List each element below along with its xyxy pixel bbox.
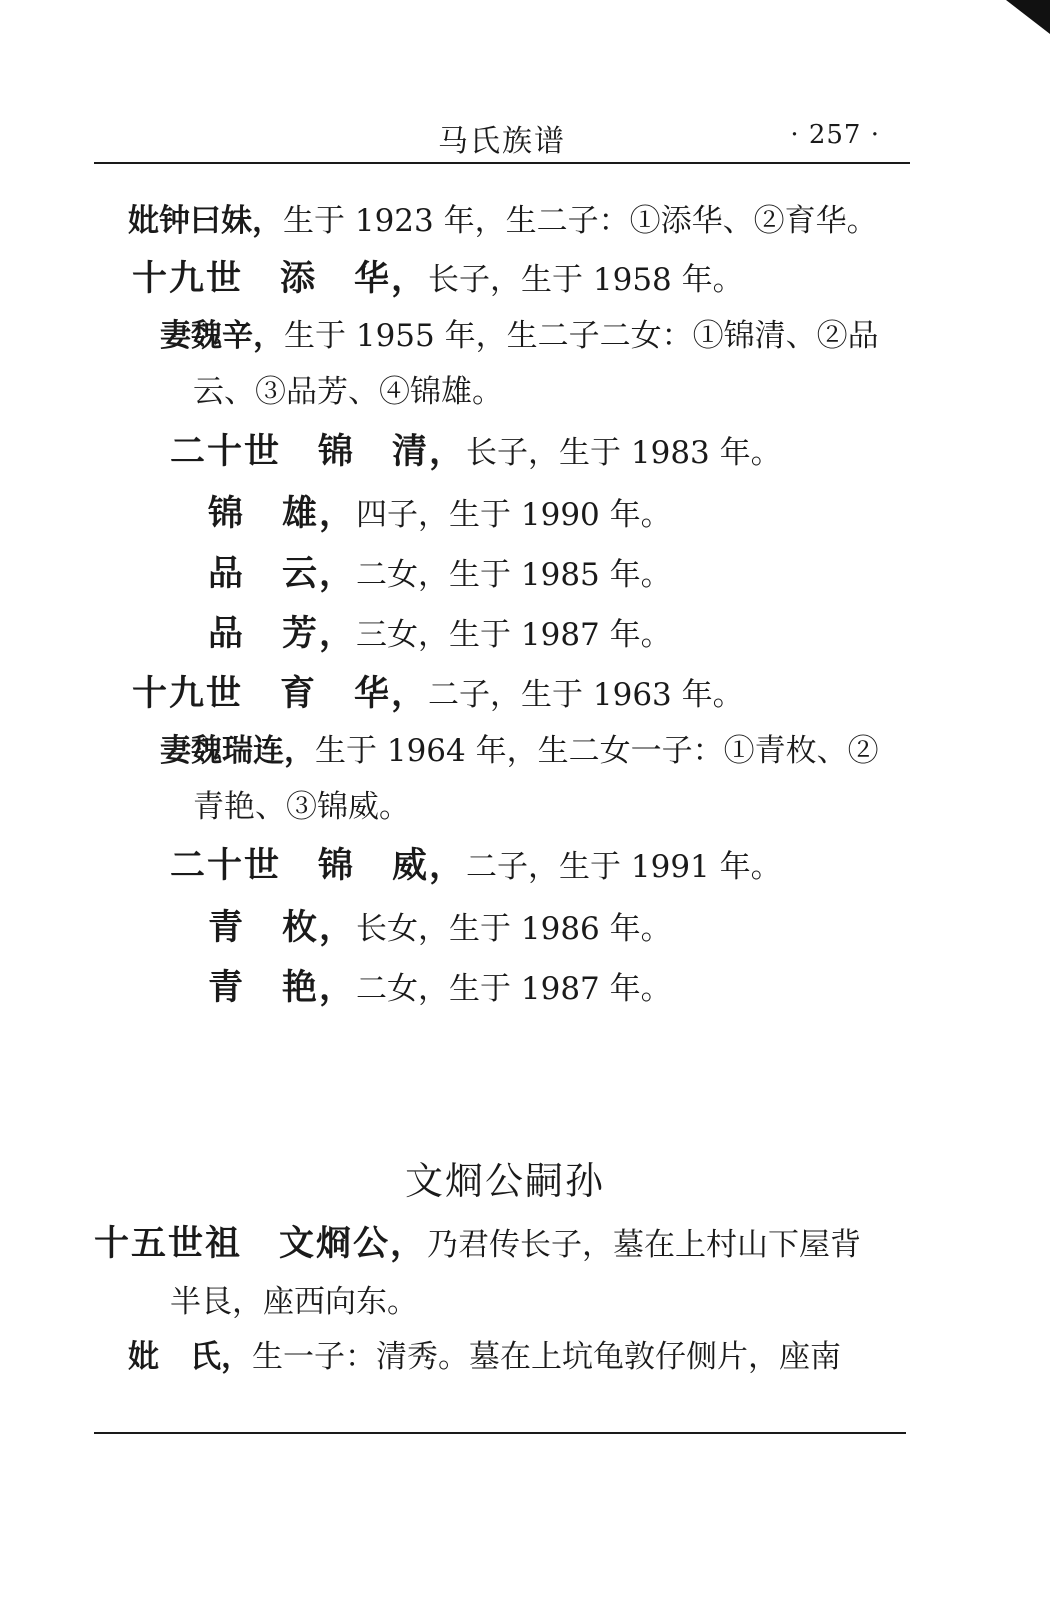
entry-text: 生于 1955 年，生二子二女：①锦清、②品 [284,318,879,354]
entry-text: 四子，生于 1990 年。 [356,497,672,533]
entry-text: 三女，生于 1987 年。 [356,617,672,653]
entry-line [208,486,672,536]
entry-name: 青 枚， [208,908,357,948]
header-title: 马氏族谱 [438,124,566,159]
entry-line [193,366,503,411]
entry-name: 锦 雄， [208,494,357,534]
entry-line [132,251,744,301]
section-title: 文烱公嗣孙 [404,1159,605,1203]
entry-line [128,1331,841,1376]
entry-text: 长女，生于 1986 年。 [356,911,672,947]
entry-text: 生一子：清秀。墓在上坑龟敦仔侧片，座南 [252,1339,841,1375]
entry-line [170,838,782,888]
entry-line [208,900,672,950]
entry-name: 二十世 锦 清， [170,432,467,472]
page-number: · 257 · [790,120,880,150]
entry-line [160,725,879,770]
header-rule [94,162,910,164]
entry-line [208,546,672,596]
entry-text: 青艳、③锦威。 [193,789,410,825]
entry-name: 二十世 锦 威， [170,846,467,886]
entry-name: 十九世 添 华， [132,259,429,299]
entry-text: 二子，生于 1991 年。 [466,849,782,885]
entry-text: 半艮，座西向东。 [170,1284,418,1320]
entry-line [170,424,782,474]
entry-name: 品 芳， [208,614,357,654]
entry-text: 云、③品芳、④锦雄。 [193,374,503,410]
entry-line [208,606,672,656]
entry-text: 乃君传长子，墓在上村山下屋背 [427,1227,862,1263]
scan-corner-mark [1006,0,1050,34]
entry-line [132,666,744,716]
entry-text: 二女，生于 1985 年。 [356,557,672,593]
entry-name: 品 云， [208,554,357,594]
entry-text: 生于 1964 年，生二女一子：①青枚、② [315,733,879,769]
entry-name: 青 艳， [208,968,357,1008]
entry-name: 十五世祖 文烱公， [94,1224,428,1264]
entry-name: 十九世 育 华， [132,674,429,714]
page-header [94,108,910,160]
entry-name: 妻魏瑞连， [160,733,315,769]
entry-text: 长子，生于 1958 年。 [428,262,744,298]
entry-line [160,310,879,355]
entry-line [128,195,878,240]
footer-rule [94,1432,906,1434]
entry-text: 生于 1923 年，生二子：①添华、②育华。 [283,203,878,239]
entry-name: 妣 氏， [128,1339,252,1375]
entry-text: 二子，生于 1963 年。 [428,677,744,713]
entry-line [94,1216,861,1266]
entry-name: 妣钟曰妹， [128,203,283,239]
entry-line [193,781,410,826]
entry-line [170,1276,418,1321]
entry-line [208,960,672,1010]
entry-text: 二女，生于 1987 年。 [356,971,672,1007]
entry-name: 妻魏辛， [160,318,284,354]
entry-text: 长子，生于 1983 年。 [466,435,782,471]
